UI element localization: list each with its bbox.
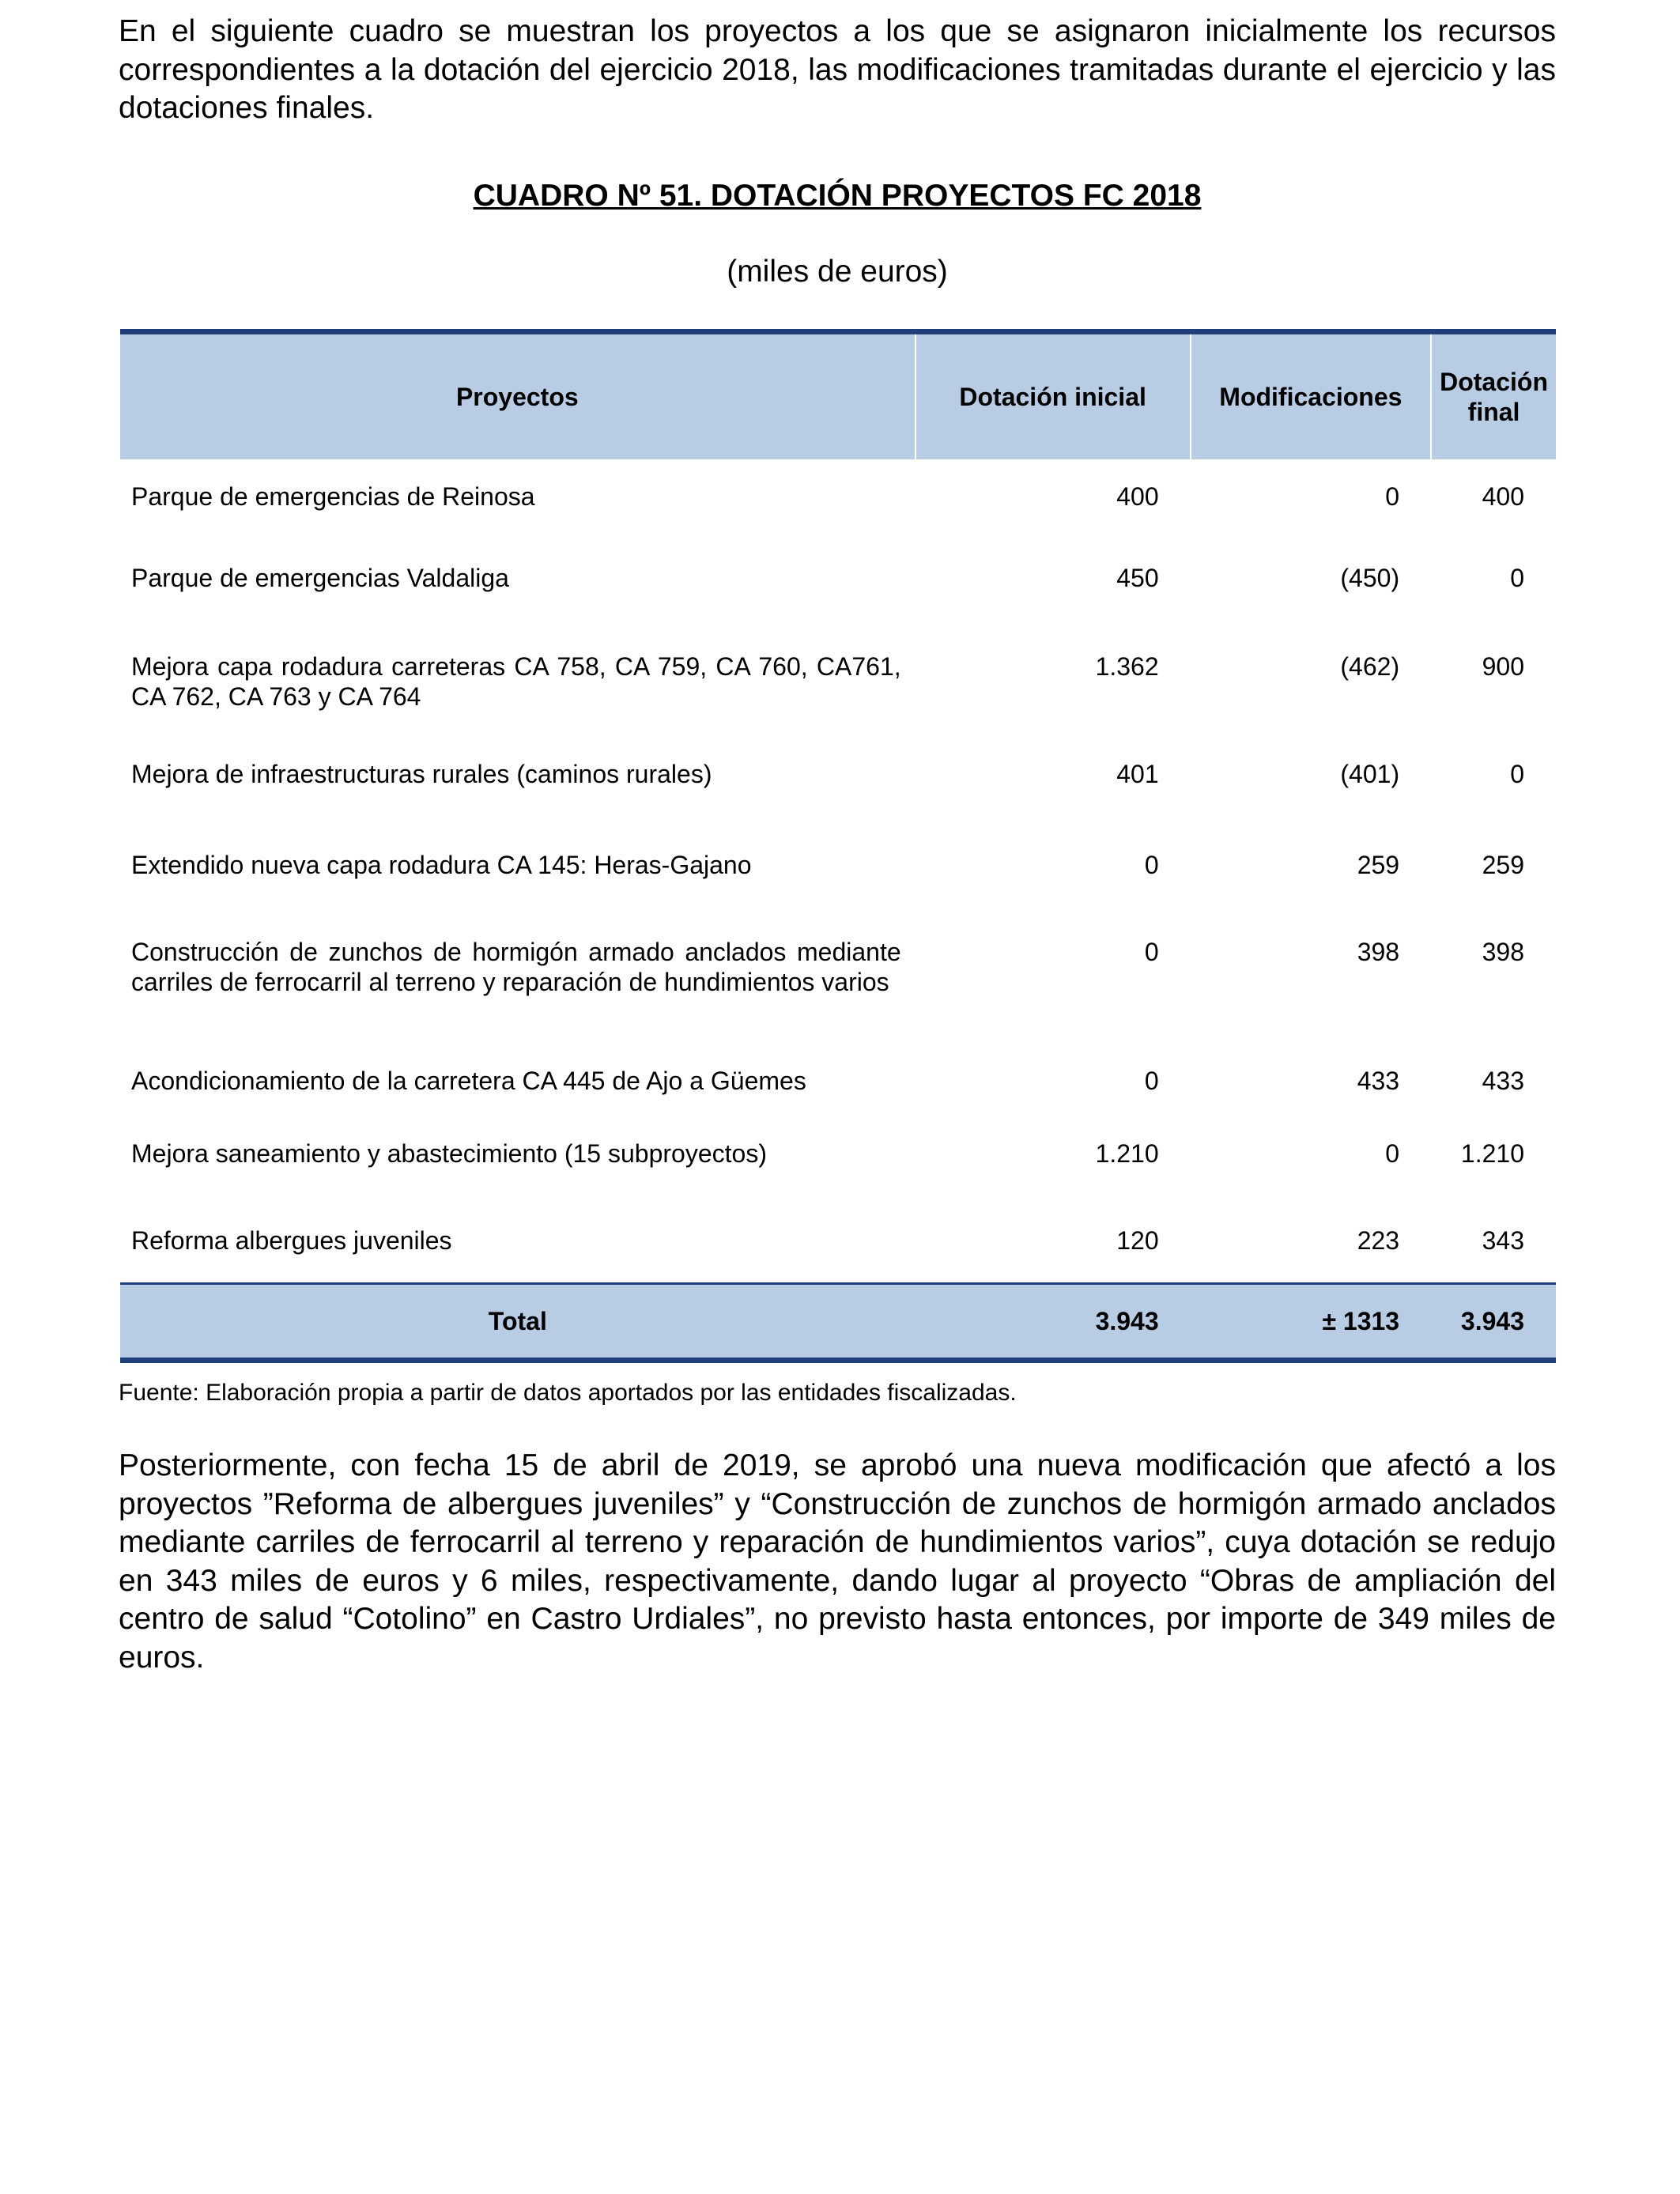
row-project-name: Acondicionamiento de la carretera CA 445 de Ajo a Güemes bbox=[131, 1067, 806, 1095]
row-modifications: (401) bbox=[1340, 760, 1400, 788]
header-initial-allocation: Dotación inicial bbox=[916, 332, 1191, 460]
row-initial-allocation: 0 bbox=[1144, 851, 1159, 879]
row-final-allocation: 900 bbox=[1482, 652, 1524, 681]
row-final-allocation: 1.210 bbox=[1460, 1139, 1524, 1168]
row-initial-allocation: 400 bbox=[1116, 482, 1159, 511]
table-header-row bbox=[120, 332, 1556, 460]
table-row bbox=[120, 1139, 1556, 1225]
total-initial-allocation: 3.943 bbox=[916, 1283, 1191, 1360]
row-modifications: (450) bbox=[1340, 564, 1400, 592]
row-final-allocation: 400 bbox=[1482, 482, 1524, 511]
row-initial-allocation: 0 bbox=[1144, 1067, 1159, 1095]
row-initial-allocation: 401 bbox=[1116, 760, 1159, 788]
row-final-allocation: 0 bbox=[1510, 564, 1524, 592]
header-final-allocation: Dotación final bbox=[1431, 332, 1556, 460]
row-initial-allocation: 0 bbox=[1144, 938, 1159, 966]
table-row bbox=[120, 1066, 1556, 1139]
row-modifications: (462) bbox=[1340, 652, 1400, 681]
row-modifications: 0 bbox=[1385, 482, 1400, 511]
intro-paragraph: En el siguiente cuadro se muestran los proyectos a los que se asignaron inicialmente los recursos correspondientes a la dotación del ejercicio 2018, las modificaciones tramitadas durante el ejercicio y las dotaciones finales. bbox=[119, 14, 1556, 125]
table-row bbox=[120, 842, 1556, 931]
table-row bbox=[120, 751, 1556, 842]
row-modifications: 398 bbox=[1357, 938, 1400, 966]
row-final-allocation: 433 bbox=[1482, 1067, 1524, 1095]
table-row bbox=[120, 931, 1556, 1066]
table-title: CUADRO Nº 51. DOTACIÓN PROYECTOS FC 2018 bbox=[473, 179, 1202, 213]
closing-paragraph: Posteriormente, con fecha 15 de abril de 2019, se aprobó una nueva modificación que afectó a los proyectos ”Reforma de albergues juveniles” y “Construcción de zunchos de hormigón armado anclados mediante carriles de ferrocarril al terreno y reparación de hundimientos varios”, cuya dotación se redujo en 343 miles de euros y 6 miles, respectivamente, dando lugar al proyecto “Obras de ampliación del centro de salud “Cotolino” en Castro Urdiales”, no previsto hasta entonces, por importe de 349 miles de euros. bbox=[119, 1448, 1556, 1675]
table-row bbox=[120, 560, 1556, 644]
row-initial-allocation: 1.210 bbox=[1095, 1139, 1159, 1168]
row-project-name: Extendido nueva capa rodadura CA 145: Heras-Gajano bbox=[131, 851, 752, 879]
row-project-name: Parque de emergencias de Reinosa bbox=[131, 482, 535, 511]
row-project-name: Mejora capa rodadura carreteras CA 758, CA 759, CA 760, CA761, CA 762, CA 763 y CA 764 bbox=[131, 652, 901, 711]
header-projects: Proyectos bbox=[120, 332, 916, 460]
row-final-allocation: 398 bbox=[1482, 938, 1524, 966]
table-source-note: Fuente: Elaboración propia a partir de datos aportados por las entidades fiscalizadas. bbox=[119, 1380, 1017, 1406]
row-modifications: 259 bbox=[1357, 851, 1400, 879]
table-row bbox=[120, 459, 1556, 560]
row-project-name: Mejora de infraestructuras rurales (caminos rurales) bbox=[131, 760, 712, 788]
row-final-allocation: 343 bbox=[1482, 1226, 1524, 1255]
allocation-table bbox=[120, 329, 1556, 1363]
row-project-name: Mejora saneamiento y abastecimiento (15 subproyectos) bbox=[131, 1139, 767, 1168]
row-final-allocation: 0 bbox=[1510, 760, 1524, 788]
row-initial-allocation: 450 bbox=[1116, 564, 1159, 592]
table-row bbox=[120, 1225, 1556, 1283]
row-project-name: Parque de emergencias Valdaliga bbox=[131, 564, 509, 592]
row-project-name: Reforma albergues juveniles bbox=[131, 1226, 452, 1255]
total-final-allocation: 3.943 bbox=[1431, 1283, 1556, 1360]
row-project-name: Construcción de zunchos de hormigón armado anclados mediante carriles de ferrocarril al terreno y reparación de hundimientos varios bbox=[131, 938, 901, 996]
table-units: (miles de euros) bbox=[727, 255, 948, 289]
total-modifications: ± 1313 bbox=[1191, 1283, 1431, 1360]
table-total-row bbox=[120, 1283, 1556, 1360]
table-row bbox=[120, 644, 1556, 751]
row-initial-allocation: 120 bbox=[1116, 1226, 1159, 1255]
row-modifications: 0 bbox=[1385, 1139, 1400, 1168]
row-modifications: 433 bbox=[1357, 1067, 1400, 1095]
header-modifications: Modificaciones bbox=[1191, 332, 1431, 460]
row-final-allocation: 259 bbox=[1482, 851, 1524, 879]
row-initial-allocation: 1.362 bbox=[1095, 652, 1159, 681]
total-label: Total bbox=[120, 1283, 916, 1360]
row-modifications: 223 bbox=[1357, 1226, 1400, 1255]
